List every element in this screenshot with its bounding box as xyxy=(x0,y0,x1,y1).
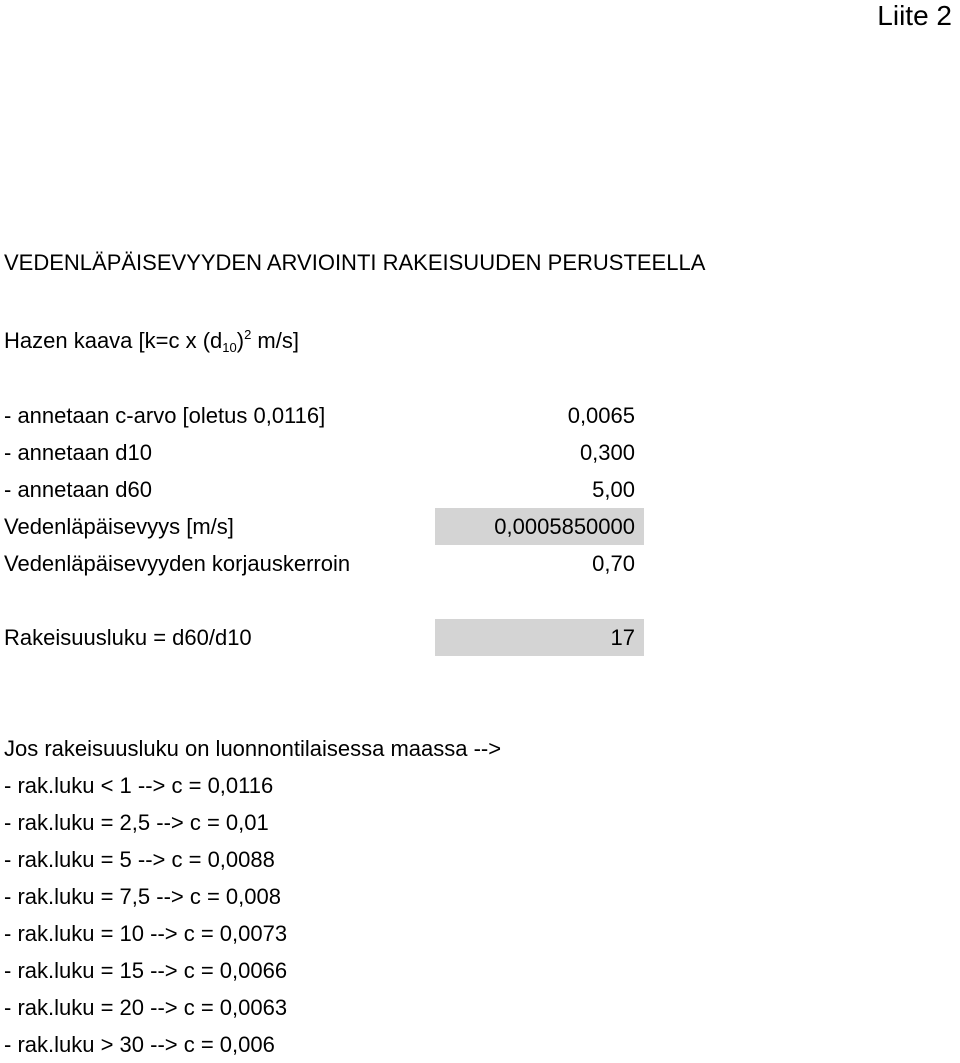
uniformity-value-shaded xyxy=(435,619,644,656)
param-row-d60 xyxy=(0,471,645,508)
formula-subscript: 10 xyxy=(222,340,237,355)
note-line: - rak.luku = 10 --> c = 0,0073 xyxy=(4,921,288,946)
note-line: - rak.luku = 15 --> c = 0,0066 xyxy=(4,958,288,983)
param-value: 0,0065 xyxy=(567,403,635,428)
note-line: - rak.luku = 20 --> c = 0,0063 xyxy=(4,995,288,1020)
formula-superscript: 2 xyxy=(244,327,252,342)
note-line: - rak.luku = 7,5 --> c = 0,008 xyxy=(4,884,281,909)
param-label: - annetaan d10 xyxy=(4,440,153,465)
formula-prefix: Hazen kaava [k=c x (d xyxy=(4,328,223,353)
note-line: - rak.luku = 5 --> c = 0,0088 xyxy=(4,847,275,872)
param-row-permeability xyxy=(0,508,645,545)
note-line: - rak.luku = 2,5 --> c = 0,01 xyxy=(4,810,269,835)
param-value: 5,00 xyxy=(592,477,635,502)
param-value: 0,70 xyxy=(592,551,635,576)
param-label: - annetaan d60 xyxy=(4,477,153,502)
param-label: Vedenläpäisevyyden korjauskerroin xyxy=(4,551,351,576)
param-row-d10 xyxy=(0,434,645,471)
permeability-value: 0,0005850000 xyxy=(494,514,635,539)
param-row-c-value xyxy=(0,397,645,434)
appendix-label: Liite 2 xyxy=(877,0,952,31)
param-value: 0,300 xyxy=(579,440,635,465)
param-row-correction-factor xyxy=(0,545,645,582)
param-label: - annetaan c-arvo [oletus 0,0116] xyxy=(4,403,326,428)
note-line: - rak.luku > 30 --> c = 0,006 xyxy=(4,1032,275,1057)
page-title: VEDENLÄPÄISEVYYDEN ARVIOINTI RAKEISUUDEN PERUSTEELLA xyxy=(4,250,706,275)
uniformity-value: 17 xyxy=(610,625,635,650)
uniformity-label: Rakeisuusluku = d60/d10 xyxy=(4,625,252,650)
param-label: Vedenläpäisevyys [m/s] xyxy=(4,514,234,539)
note-line: - rak.luku < 1 --> c = 0,0116 xyxy=(4,773,274,798)
hazen-formula xyxy=(4,321,299,362)
formula-suffix: m/s] xyxy=(251,328,299,353)
param-value-shaded xyxy=(435,508,644,545)
uniformity-row xyxy=(0,619,645,656)
notes-intro: Jos rakeisuusluku on luonnontilaisessa maassa --> xyxy=(4,736,502,761)
formula-close: ) xyxy=(236,328,245,353)
